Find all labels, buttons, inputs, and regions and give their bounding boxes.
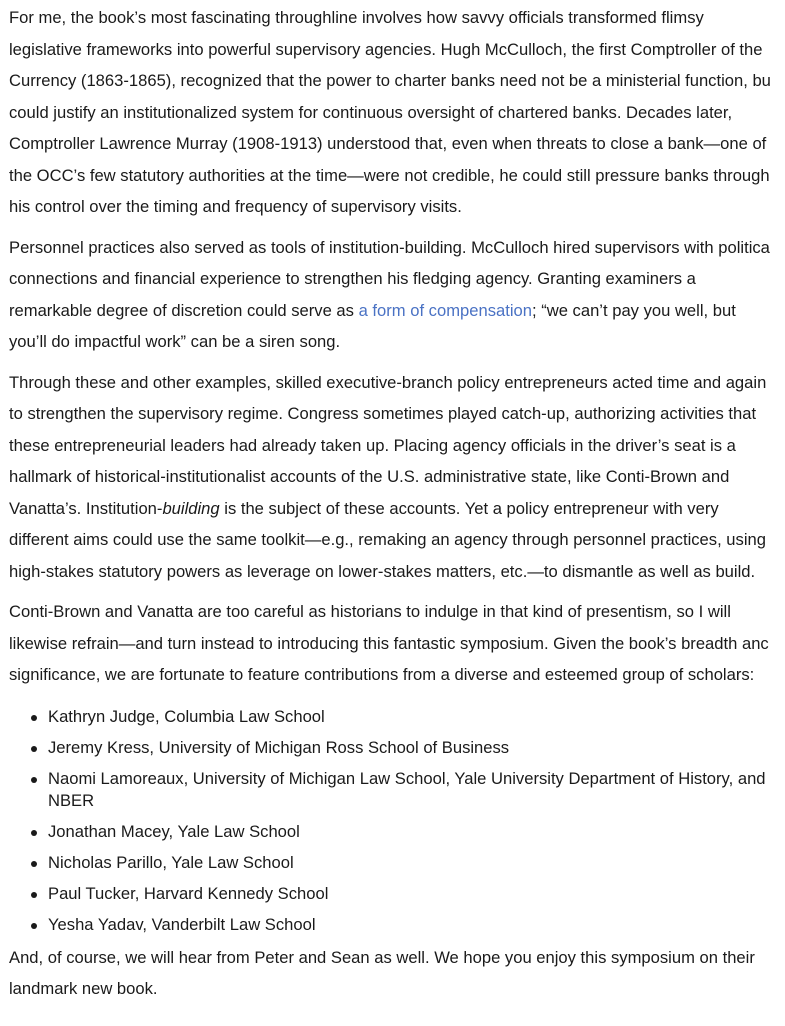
text-segment: is the subject of these accounts. Yet a policy entrepreneur with very	[219, 498, 719, 518]
text-line: connections and financial experience to strengthen his fledging agency. Granting examiners a	[9, 269, 696, 288]
bullet-icon	[31, 715, 37, 721]
text-line: Through these and other examples, skilled executive-branch policy entrepreneurs acted time and again	[9, 372, 767, 392]
article-body	[9, 2, 785, 1014]
contributor-text: Jonathan Macey, Yale Law School	[48, 821, 300, 841]
text-line: Currency (1863-1865), recognized that the power to charter banks need not be a ministerial function, bu	[9, 71, 771, 90]
text-line: Comptroller Lawrence Murray (1908-1913) understood that, even when threats to close a bank—one of	[9, 134, 767, 153]
contributor-text: Paul Tucker, Harvard Kennedy School	[48, 883, 329, 903]
list-item	[9, 852, 785, 874]
bullet-icon	[31, 892, 37, 898]
text-line: his control over the timing and frequency of supervisory visits.	[9, 197, 462, 216]
text-line: could justify an institutionalized system for continuous oversight of chartered banks. Decades later,	[9, 102, 733, 122]
bullet-icon	[31, 746, 37, 752]
text-line: different aims could use the same toolkit—e.g., remaking an agency through personnel practices, using	[9, 530, 766, 549]
bullet-icon	[31, 830, 37, 836]
compensation-link[interactable]: a form of compensation	[358, 300, 532, 320]
list-item	[9, 914, 785, 936]
text-line: these entrepreneurial leaders had already taken up. Placing agency officials in the driver’s seat is a	[9, 435, 736, 455]
contributor-text: Yesha Yadav, Vanderbilt Law School	[48, 914, 316, 934]
text-line: Personnel practices also served as tools of institution-building. McCulloch hired supervisors with politica	[9, 237, 770, 257]
bullet-icon	[31, 861, 37, 867]
contributor-list	[9, 706, 785, 936]
list-item	[9, 737, 785, 759]
contributor-text: Jeremy Kress, University of Michigan Ross School of Business	[48, 737, 510, 757]
contributor-text: Nicholas Parillo, Yale Law School	[48, 852, 294, 872]
text-line: you’ll do impactful work” can be a siren song.	[9, 332, 341, 351]
paragraph-personnel	[9, 232, 785, 358]
contributor-text: Naomi Lamoreaux, University of Michigan Law School, Yale University Department of History, and	[48, 768, 766, 788]
text-line: hallmark of historical-institutionalist accounts of the U.S. administrative state, like Conti-Brown and	[9, 467, 730, 486]
text-line: landmark new book.	[9, 979, 158, 998]
text-line: For me, the book’s most fascinating throughline involves how savvy officials transformed flimsy	[9, 8, 704, 27]
text-line: And, of course, we will hear from Peter and Sean as well. We hope you enjoy this symposium on their	[9, 947, 755, 967]
text-line	[9, 295, 785, 327]
italic-text: building	[162, 498, 220, 518]
list-item	[9, 768, 785, 812]
text-line: likewise refrain—and turn instead to introducing this fantastic symposium. Given the book’s breadth anc	[9, 633, 769, 653]
paragraph-entrepreneurs	[9, 367, 785, 588]
text-segment: Vanatta’s. Institution-	[9, 498, 163, 518]
list-item	[9, 883, 785, 905]
text-line: high-stakes statutory powers as leverage on lower-stakes matters, etc.—to dismantle as well as build.	[9, 561, 756, 581]
text-line: significance, we are fortunate to feature contributions from a diverse and esteemed group of scholars:	[9, 665, 755, 684]
paragraph-throughline	[9, 2, 785, 223]
text-line: the OCC’s few statutory authorities at the time—were not credible, he could still pressure banks through	[9, 165, 770, 185]
list-item	[9, 706, 785, 728]
contributor-text: Kathryn Judge, Columbia Law School	[48, 706, 325, 726]
paragraph-symposium-intro	[9, 596, 785, 691]
bullet-icon	[31, 777, 37, 783]
text-segment: remarkable degree of discretion could serve as	[9, 300, 359, 320]
contributor-text: NBER	[48, 790, 95, 810]
list-item	[9, 821, 785, 843]
text-line	[9, 493, 785, 525]
text-segment: ; “we can’t pay you well, but	[531, 300, 736, 320]
text-line: Conti-Brown and Vanatta are too careful as historians to indulge in that kind of presentism, so I will	[9, 602, 731, 621]
text-line: legislative frameworks into powerful supervisory agencies. Hugh McCulloch, the first Comptroller of the	[9, 39, 763, 59]
text-line: to strengthen the supervisory regime. Congress sometimes played catch-up, authorizing activities that	[9, 404, 757, 423]
paragraph-closing	[9, 942, 785, 1005]
bullet-icon	[31, 923, 37, 929]
